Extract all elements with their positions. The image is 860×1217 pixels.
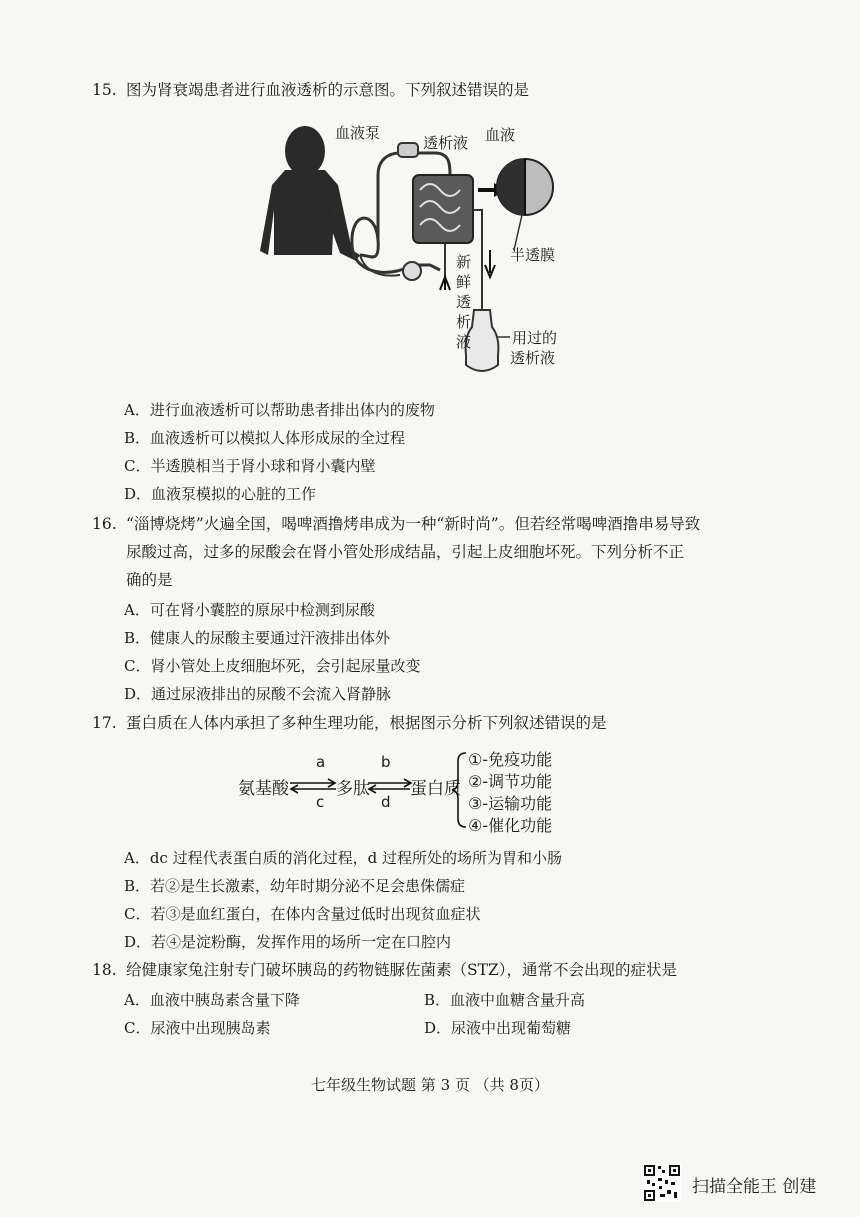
dialysis-diagram — [260, 115, 570, 375]
label-polypeptide: 多肽 — [336, 779, 370, 799]
watermark-text: 扫描全能王 创建 — [692, 1177, 817, 1197]
q16-option-a: A．可在肾小囊腔的原尿中检测到尿酸 — [124, 601, 375, 619]
question-16-line-3: 确的是 — [126, 571, 173, 589]
question-16 — [92, 514, 700, 534]
label-c: c — [316, 793, 325, 811]
label-blood: 血液 — [485, 126, 516, 144]
function-3: ③-运输功能 — [468, 794, 553, 813]
label-b: b — [381, 753, 391, 771]
question-number: 17. — [92, 714, 117, 732]
question-number: 16. — [92, 515, 117, 533]
q15-option-b: B．血液透析可以模拟人体形成尿的全过程 — [124, 429, 406, 447]
function-2: ②-调节功能 — [468, 772, 553, 791]
label-protein: 蛋白质 — [410, 779, 461, 799]
question-stem: 给健康家兔注射专门破坏胰岛的药物链脲佐菌素（STZ），通常不会出现的症状是 — [126, 961, 677, 979]
q17-option-b: B．若②是生长激素，幼年时期分泌不足会患侏儒症 — [124, 877, 466, 895]
protein-diagram — [238, 745, 598, 837]
function-4: ④-催化功能 — [468, 816, 553, 835]
question-number: 15. — [92, 81, 117, 99]
q18-option-a: A．血液中胰岛素含量下降 — [124, 991, 300, 1009]
question-stem: 图为肾衰竭患者进行血液透析的示意图。下列叙述错误的是 — [126, 81, 530, 99]
label-membrane: 半透膜 — [510, 246, 556, 264]
q17-option-a: A．dc 过程代表蛋白质的消化过程，d 过程所处的场所为胃和小肠 — [124, 849, 562, 867]
q15-option-d: D．血液泵模拟的心脏的工作 — [124, 485, 317, 503]
question-stem: 蛋白质在人体内承担了多种生理功能，根据图示分析下列叙述错误的是 — [126, 714, 607, 732]
q16-option-b: B．健康人的尿酸主要通过汗液排出体外 — [124, 629, 391, 647]
question-16-line-2: 尿酸过高，过多的尿酸会在肾小管处形成结晶，引起上皮细胞坏死。下列分析不正 — [126, 543, 685, 561]
question-stem-line: “淄博烧烤”火遍全国，喝啤酒撸烤串成为一种“新时尚”。但若经常喝啤酒撸串易导致 — [126, 515, 701, 533]
q15-option-a: A．进行血液透析可以帮助患者排出体内的废物 — [124, 401, 435, 419]
scanner-watermark — [643, 1160, 843, 1204]
label-used-dialysate-2: 透析液 — [510, 349, 556, 367]
q16-option-d: D．通过尿液排出的尿酸不会流入肾静脉 — [124, 685, 392, 703]
question-18 — [92, 960, 677, 980]
q18-option-b: B．血液中血糖含量升高 — [424, 991, 586, 1009]
svg-text:析: 析 — [456, 313, 472, 331]
page-footer: 七年级生物试题 第 3 页 （共 8页） — [311, 1076, 549, 1094]
label-amino-acid: 氨基酸 — [238, 779, 289, 799]
q15-option-c: C．半透膜相当于肾小球和肾小囊内壁 — [124, 457, 376, 475]
svg-text:液: 液 — [456, 333, 472, 351]
label-fresh-dialysate — [456, 253, 471, 351]
patient-silhouette — [260, 126, 360, 261]
blood-pump-shape — [398, 143, 418, 157]
q18-option-c: C．尿液中出现胰岛素 — [124, 1019, 271, 1037]
q18-option-d: D．尿液中出现葡萄糖 — [424, 1019, 572, 1037]
label-blood-pump: 血液泵 — [335, 124, 381, 142]
svg-text:透: 透 — [456, 293, 472, 311]
label-dialysate: 透析液 — [423, 134, 469, 152]
q17-option-d: D．若④是淀粉酶，发挥作用的场所一定在口腔内 — [124, 933, 452, 951]
label-a: a — [316, 753, 326, 771]
qr-code-icon — [643, 1164, 681, 1202]
question-15 — [92, 80, 529, 100]
label-d: d — [381, 793, 391, 811]
flow-ball — [403, 262, 421, 280]
q16-option-c: C．肾小管处上皮细胞坏死，会引起尿量改变 — [124, 657, 421, 675]
question-17 — [92, 713, 607, 733]
function-1: ①-免疫功能 — [468, 750, 553, 769]
svg-text:新: 新 — [456, 253, 472, 271]
svg-text:鲜: 鲜 — [456, 273, 472, 291]
label-used-dialysate-1: 用过的 — [512, 329, 558, 347]
q17-option-c: C．若③是血红蛋白，在体内含量过低时出现贫血症状 — [124, 905, 481, 923]
question-number: 18. — [92, 961, 117, 979]
